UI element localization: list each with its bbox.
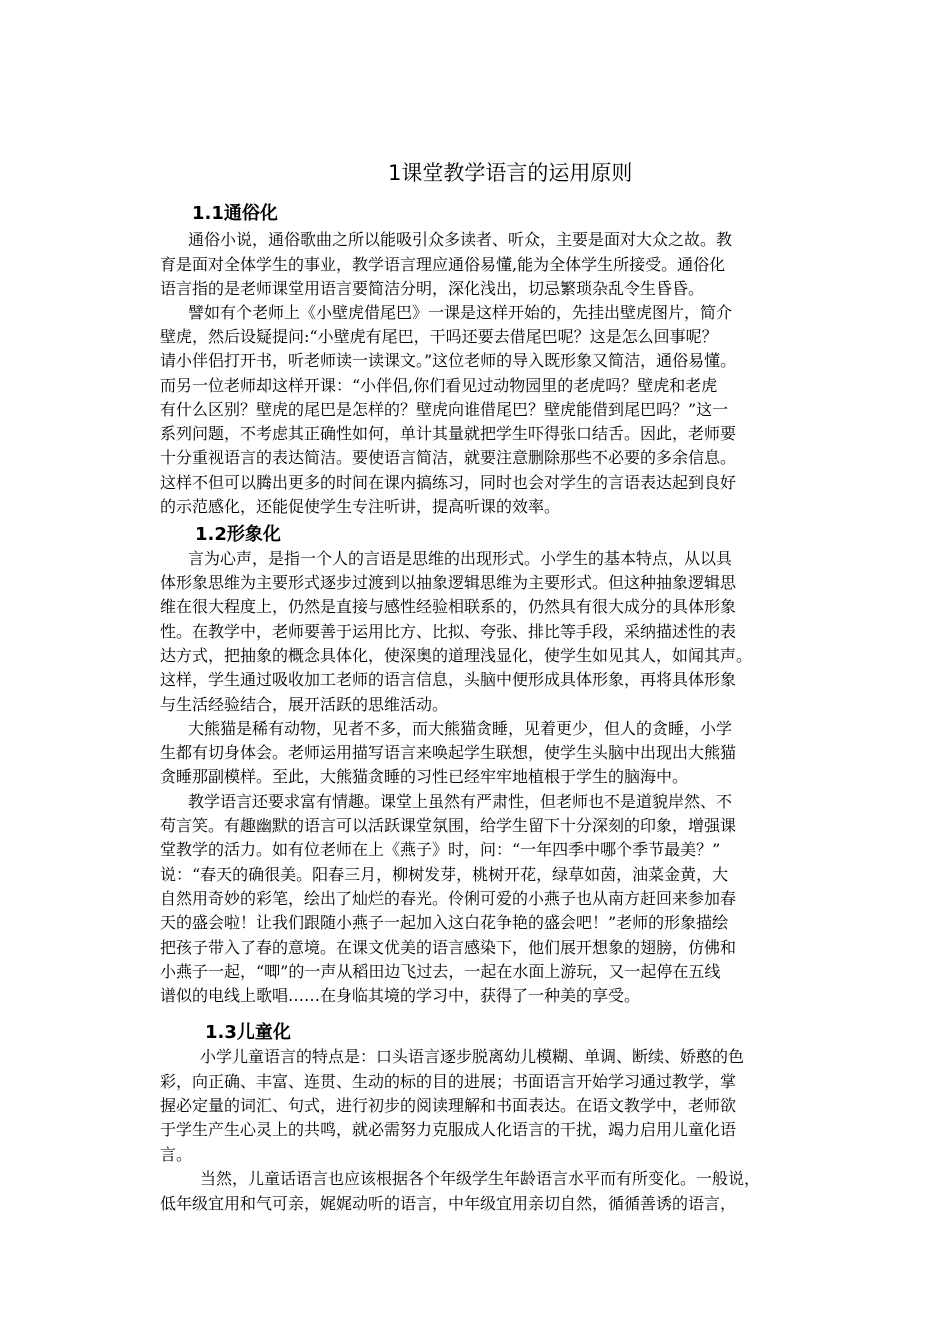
body-text-line: 这样不但可以腾出更多的时间在课内搞练习，同时也会对学生的言语表达起到良好 [160,473,737,492]
body-text-line: 堂教学的活力。如有位老师在上《燕子》时，问：“一年四季中哪个季节最美？” [160,840,721,859]
body-text-line: 十分重视语言的表达简洁。要使语言简洁，就要注意删除那些不必要的多余信息。 [160,448,737,467]
section-heading: 1.2形象化 [195,524,281,545]
body-text-line: 小燕子一起，“唧”的一声从稻田边飞过去，一起在水面上游玩，又一起停在五线 [160,962,721,981]
body-text-line: 言为心声，是指一个人的言语是思维的出现形式。小学生的基本特点，从以具 [188,549,733,568]
body-text-line: 教学语言还要求富有情趣。课堂上虽然有严肃性，但老师也不是道貌岸然、不 [188,792,733,811]
section-heading: 1.1通俗化 [192,203,278,224]
body-text-line: 天的盛会啦！让我们跟随小燕子一起加入这白花争艳的盛会吧！”老师的形象描绘 [160,913,729,932]
body-text-line: 这样，学生通过吸收加工老师的语言信息，头脑中便形成具体形象，再将具体形象 [160,670,737,689]
body-text-line: 请小伴侣打开书，听老师读一读课文。”这位老师的导入既形象又简洁，通俗易懂。 [160,351,737,370]
body-text-line: 维在很大程度上，仍然是直接与感性经验相联系的，仍然具有很大成分的具体形象 [160,597,737,616]
body-text-line: 当然，儿童话语言也应该根据各个年级学生年龄语言水平而有所变化。一般说， [200,1169,761,1188]
body-text-line: 与生活经验结合，展开活跃的思维活动。 [160,695,449,714]
body-text-line: 壁虎，然后设疑提问:“小壁虎有尾巴，干吗还要去借尾巴呢？这是怎么回事呢？ [160,327,718,346]
body-text-line: 握必定量的词汇、句式，进行初步的阅读理解和书面表达。在语文教学中，老师欲 [160,1096,737,1115]
body-text-line: 育是面对全体学生的事业，教学语言理应通俗易懂,能为全体学生所接受。通俗化 [160,255,726,274]
body-text-line: 言。 [160,1145,193,1164]
body-text-line: 自然用奇妙的彩笔，绘出了灿烂的春光。伶俐可爱的小燕子也从南方赶回来参加春 [160,889,737,908]
body-text-line: 生都有切身体会。老师运用描写语言来唤起学生联想，使学生头脑中出现出大熊猫 [160,743,737,762]
body-text-line: 贪睡那副模样。至此，大熊猫贪睡的习性已经牢牢地植根于学生的脑海中。 [160,767,689,786]
body-text-line: 性。在教学中，老师要善于运用比方、比拟、夸张、排比等手段，采纳描述性的表 [160,622,737,641]
document-title: 1课堂教学语言的运用原则 [388,161,633,185]
body-text-line: 系列问题，不考虑其正确性如何，单计其量就把学生吓得张口结舌。因此，老师要 [160,424,737,443]
body-text-line: 通俗小说，通俗歌曲之所以能吸引众多读者、听众，主要是面对大众之故。教 [188,230,733,249]
body-text-line: 体形象思维为主要形式逐步过渡到以抽象逻辑思维为主要形式。但这种抽象逻辑思 [160,573,737,592]
body-text-line: 有什么区别？壁虎的尾巴是怎样的？壁虎向谁借尾巴？壁虎能借到尾巴吗？”这一 [160,400,729,419]
body-text-line: 达方式，把抽象的概念具体化，使深奥的道理浅显化，使学生如见其人，如闻其声。 [160,646,753,665]
body-text-line: 的示范感化，还能促使学生专注听讲，提高听课的效率。 [160,497,561,516]
body-text-line: 低年级宜用和气可亲，娓娓动听的语言，中年级宜用亲切自然，循循善诱的语言， [160,1194,737,1213]
section-heading: 1.3儿童化 [205,1022,291,1043]
body-text-line: 语言指的是老师课堂用语言要简洁分明，深化浅出，切忌繁琐杂乱令生昏昏。 [160,279,705,298]
body-text-line: 说：“春天的确很美。阳春三月，柳树发芽，桃树开花，绿草如茵，油菜金黄，大 [160,865,729,884]
body-text-line: 于学生产生心灵上的共鸣，就必需努力克服成人化语言的干扰，竭力启用儿童化语 [160,1120,737,1139]
body-text-line: 譬如有个老师上《小壁虎借尾巴》一课是这样开始的，先挂出壁虎图片，简介 [188,303,733,322]
body-text-line: 苟言笑。有趣幽默的语言可以活跃课堂氛围，给学生留下十分深刻的印象，增强课 [160,816,737,835]
body-text-line: 谱似的电线上歌唱……在身临其境的学习中，获得了一种美的享受。 [160,986,641,1005]
body-text-line: 彩，向正确、丰富、连贯、生动的标的目的进展；书面语言开始学习通过教学，掌 [160,1072,737,1091]
body-text-line: 大熊猫是稀有动物，见者不多，而大熊猫贪睡，见着更少，但人的贪睡，小学 [188,719,733,738]
body-text-line: 而另一位老师却这样开课：“小伴侣,你们看见过动物园里的老虎吗？壁虎和老虎 [160,376,718,395]
body-text-line: 把孩子带入了春的意境。在课文优美的语言感染下，他们展开想象的翅膀，仿佛和 [160,938,737,957]
body-text-line: 小学儿童语言的特点是：口头语言逐步脱离幼儿模糊、单调、断续、娇憨的色 [200,1047,745,1066]
